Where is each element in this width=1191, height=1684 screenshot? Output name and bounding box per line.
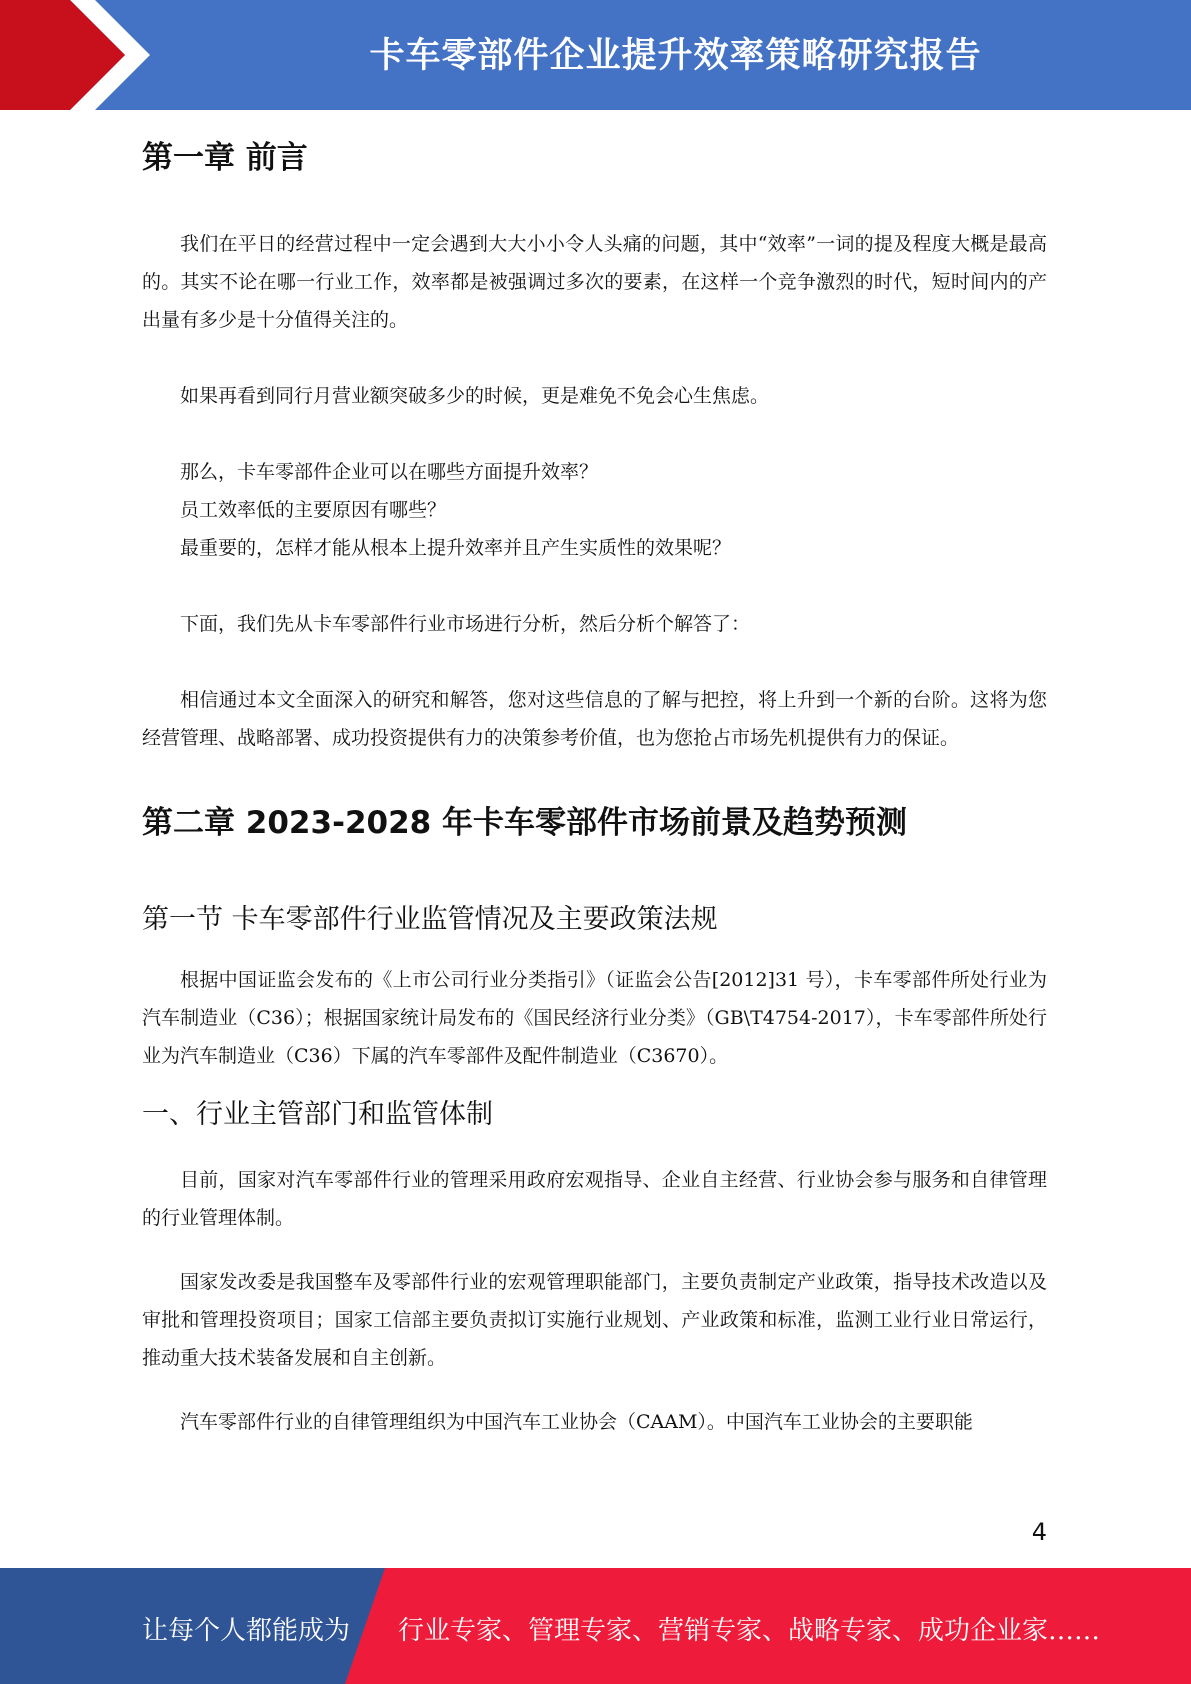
header-banner bbox=[0, 0, 1191, 110]
question-line: 员工效率低的主要原因有哪些？ bbox=[180, 499, 447, 522]
paragraph: 我们在平日的经营过程中一定会遇到大大小小令人头痛的问题，其中“效率”一词的提及程度大概是最高的。其实不论在哪一行业工作，效率都是被强调过多次的要素，在这样一个竞争激烈的时代，短时间内的产出量有多少是十分值得关注的。 bbox=[142, 233, 1047, 332]
chapter-2-heading: 第二章 2023-2028 年卡车零部件市场前景及趋势预测 bbox=[142, 805, 908, 842]
subsection-1-heading: 一、行业主管部门和监管体制 bbox=[142, 1098, 493, 1130]
paragraph: 根据中国证监会发布的《上市公司行业分类指引》（证监会公告[2012]31 号），卡车零部件所处行业为汽车制造业（C36）；根据国家统计局发布的《国民经济行业分类》（GB\T4754-2017），卡车零部件所处行业为汽车制造业（C36）下属的汽车零部件及配件制造业（C3670）。 bbox=[142, 968, 1047, 1067]
page-number: 4 bbox=[1031, 1518, 1047, 1546]
chapter-1-heading: 第一章 前言 bbox=[142, 140, 308, 176]
page-content bbox=[142, 110, 1047, 1441]
paragraph: 国家发改委是我国整车及零部件行业的宏观管理职能部门，主要负责制定产业政策，指导技术改造以及审批和管理投资项目；国家工信部主要负责拟订实施行业规划、产业政策和标准，监测工业行业日常运行，推动重大技术装备发展和自主创新。 bbox=[142, 1271, 1047, 1370]
paragraph: 相信通过本文全面深入的研究和解答，您对这些信息的了解与把控，将上升到一个新的台阶。这将为您经营管理、战略部署、成功投资提供有力的决策参考价值，也为您抢占市场先机提供有力的保证。 bbox=[142, 689, 1047, 750]
paragraph: 下面，我们先从卡车零部件行业市场进行分析，然后分析个解答了： bbox=[180, 613, 751, 636]
section-1-heading: 第一节 卡车零部件行业监管情况及主要政策法规 bbox=[142, 904, 718, 936]
paragraph: 汽车零部件行业的自律管理组织为中国汽车工业协会（CAAM）。中国汽车工业协会的主要职能 bbox=[180, 1411, 973, 1434]
footer-slogan-left: 让每个人都能成为 bbox=[142, 1616, 351, 1646]
question-line: 最重要的，怎样才能从根本上提升效率并且产生实质性的效果呢？ bbox=[180, 537, 732, 560]
report-title: 卡车零部件企业提升效率策略研究报告 bbox=[369, 36, 982, 76]
paragraph: 如果再看到同行月营业额突破多少的时候，更是难免不免会心生焦虑。 bbox=[180, 385, 770, 408]
question-line: 那么，卡车零部件企业可以在哪些方面提升效率？ bbox=[180, 461, 599, 484]
footer-slogan-right: 行业专家、管理专家、营销专家、战略专家、成功企业家…… bbox=[398, 1616, 1101, 1646]
footer-banner bbox=[0, 1568, 1191, 1684]
paragraph: 目前，国家对汽车零部件行业的管理采用政府宏观指导、企业自主经营、行业协会参与服务和自律管理的行业管理体制。 bbox=[142, 1169, 1047, 1230]
